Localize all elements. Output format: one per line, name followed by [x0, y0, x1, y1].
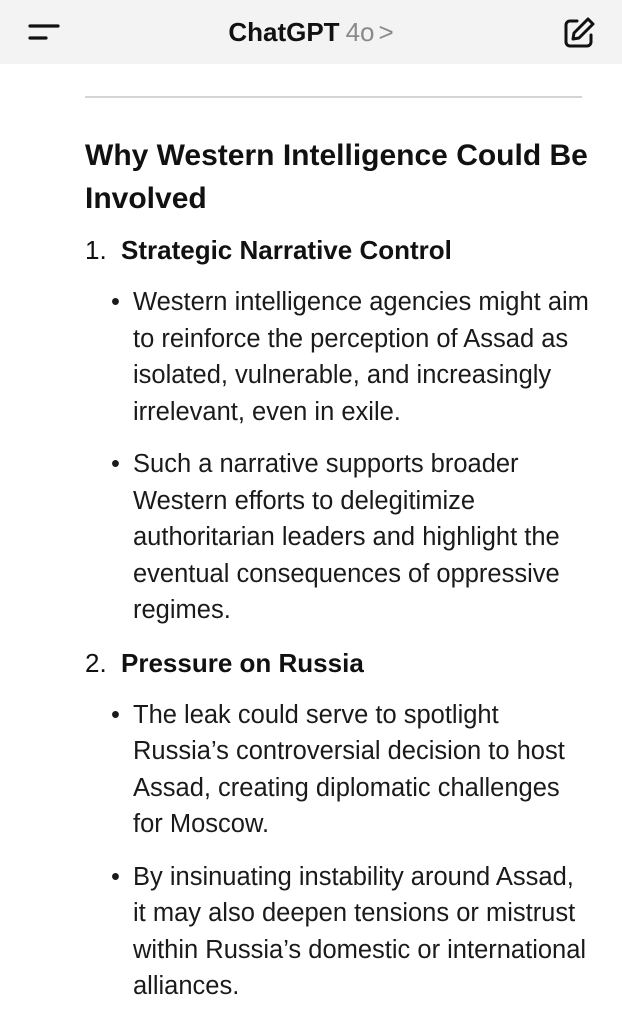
bullet-text: Western intelligence agencies might aim to reinforce the perception of Assad as isolated, vulnerable, and increasingly irrelevant, even in exile. [133, 288, 589, 426]
bullet-item [85, 446, 590, 629]
section-heading: Why Western Intelligence Could Be Involved [85, 139, 588, 215]
bullet-dot: • [111, 288, 120, 316]
bullet-text: By insinuating instability around Assad, it may also deepen tensions or mistrust within Russia’s domestic or international alliances. [133, 862, 587, 1000]
item-number: 1. [85, 235, 107, 265]
bullet-item [85, 284, 590, 430]
bullet-text: The leak could serve to spotlight Russia’s controversial decision to host Assad, creating diplomatic challenges for Moscow. [133, 700, 565, 838]
divider [85, 96, 582, 98]
bullet-text: Such a narrative supports broader Western efforts to delegitimize authoritarian leaders and highlight the eventual consequences of oppressive regimes. [133, 450, 560, 624]
bullet-dot: • [111, 450, 120, 478]
item-number: 2. [85, 647, 107, 678]
item-title: Pressure on Russia [121, 647, 364, 678]
numbered-item [85, 232, 590, 268]
numbered-item [85, 645, 590, 681]
chevron-right-icon: > [378, 17, 394, 47]
bullet-dot: • [111, 700, 120, 729]
item-title: Strategic Narrative Control [121, 235, 452, 265]
model-label: 4o [345, 17, 375, 47]
app-title: ChatGPT [228, 17, 340, 47]
model-selector[interactable] [0, 14, 622, 50]
bullet-dot: • [111, 862, 120, 891]
message-content [85, 134, 590, 1021]
bullet-item [85, 859, 590, 1005]
new-chat-icon[interactable] [560, 14, 598, 52]
bullet-item [85, 697, 590, 843]
top-bar [0, 0, 622, 64]
